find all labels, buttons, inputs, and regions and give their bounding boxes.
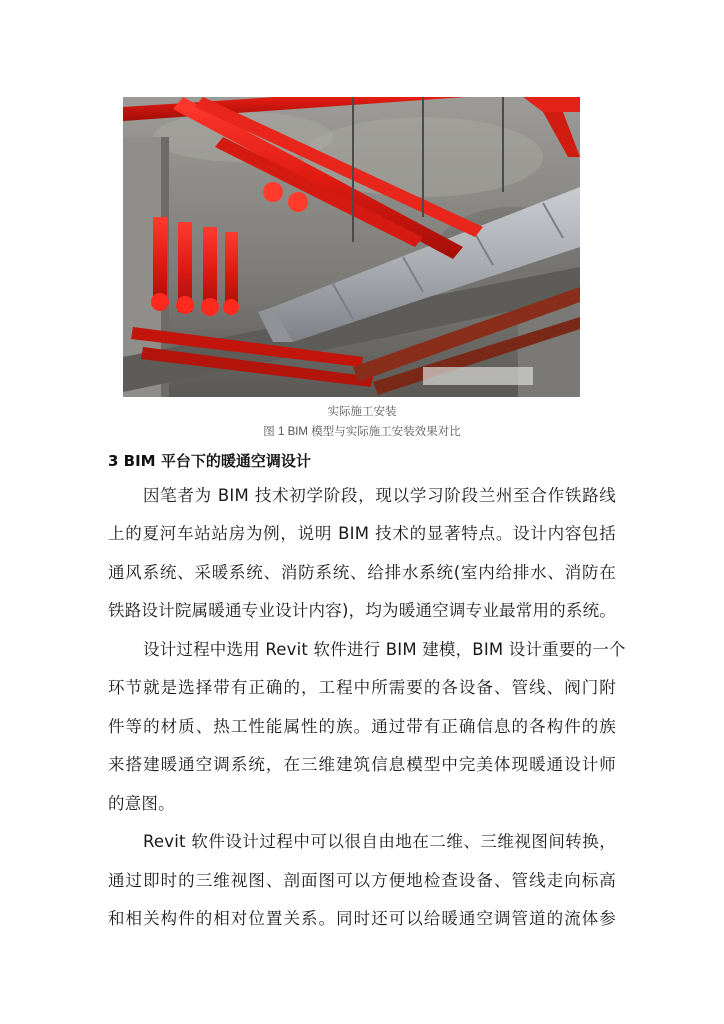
paragraph-1-line-2: 上的夏河车站站房为例，说明 BIM 技术的显著特点。设计内容包括 — [108, 524, 616, 543]
paragraph-1-line-3: 通风系统、采暖系统、消防系统、给排水系统(室内给排水、消防在 — [108, 563, 616, 582]
paragraph-1-line-1: 因笔者为 BIM 技术初学阶段，现以学习阶段兰州至合作铁路线 — [143, 486, 616, 505]
paragraph-2-line-5: 的意图。 — [108, 794, 175, 813]
figure-sub-caption: 实际施工安装 — [327, 406, 397, 418]
section-heading: 3 BIM 平台下的暖通空调设计 — [108, 452, 311, 470]
paragraph-1-line-4: 铁路设计院属暖通专业设计内容)，均为暖通空调专业最常用的系统。 — [108, 601, 616, 620]
paragraph-3-line-1: Revit 软件设计过程中可以很自由地在二维、三维视图间转换， — [143, 832, 616, 851]
paragraph-2-line-2: 环节就是选择带有正确的，工程中所需要的各设备、管线、阀门附 — [108, 678, 616, 697]
paragraph-2-line-1: 设计过程中选用 Revit 软件进行 BIM 建模，BIM 设计重要的一个 — [143, 640, 626, 659]
paragraph-3-line-3: 和相关构件的相对位置关系。同时还可以给暖通空调管道的流体参 — [108, 909, 616, 928]
construction-photo — [123, 97, 580, 397]
paragraph-2-line-3: 件等的材质、热工性能属性的族。通过带有正确信息的各构件的族 — [108, 717, 616, 736]
paragraph-2-line-4: 来搭建暖通空调系统，在三维建筑信息模型中完美体现暖通设计师 — [108, 755, 616, 774]
paragraph-3-line-2: 通过即时的三维视图、剖面图可以方便地检查设备、管线走向标高 — [108, 871, 616, 890]
figure-caption: 图 1 BIM 模型与实际施工安装效果对比 — [263, 426, 461, 438]
